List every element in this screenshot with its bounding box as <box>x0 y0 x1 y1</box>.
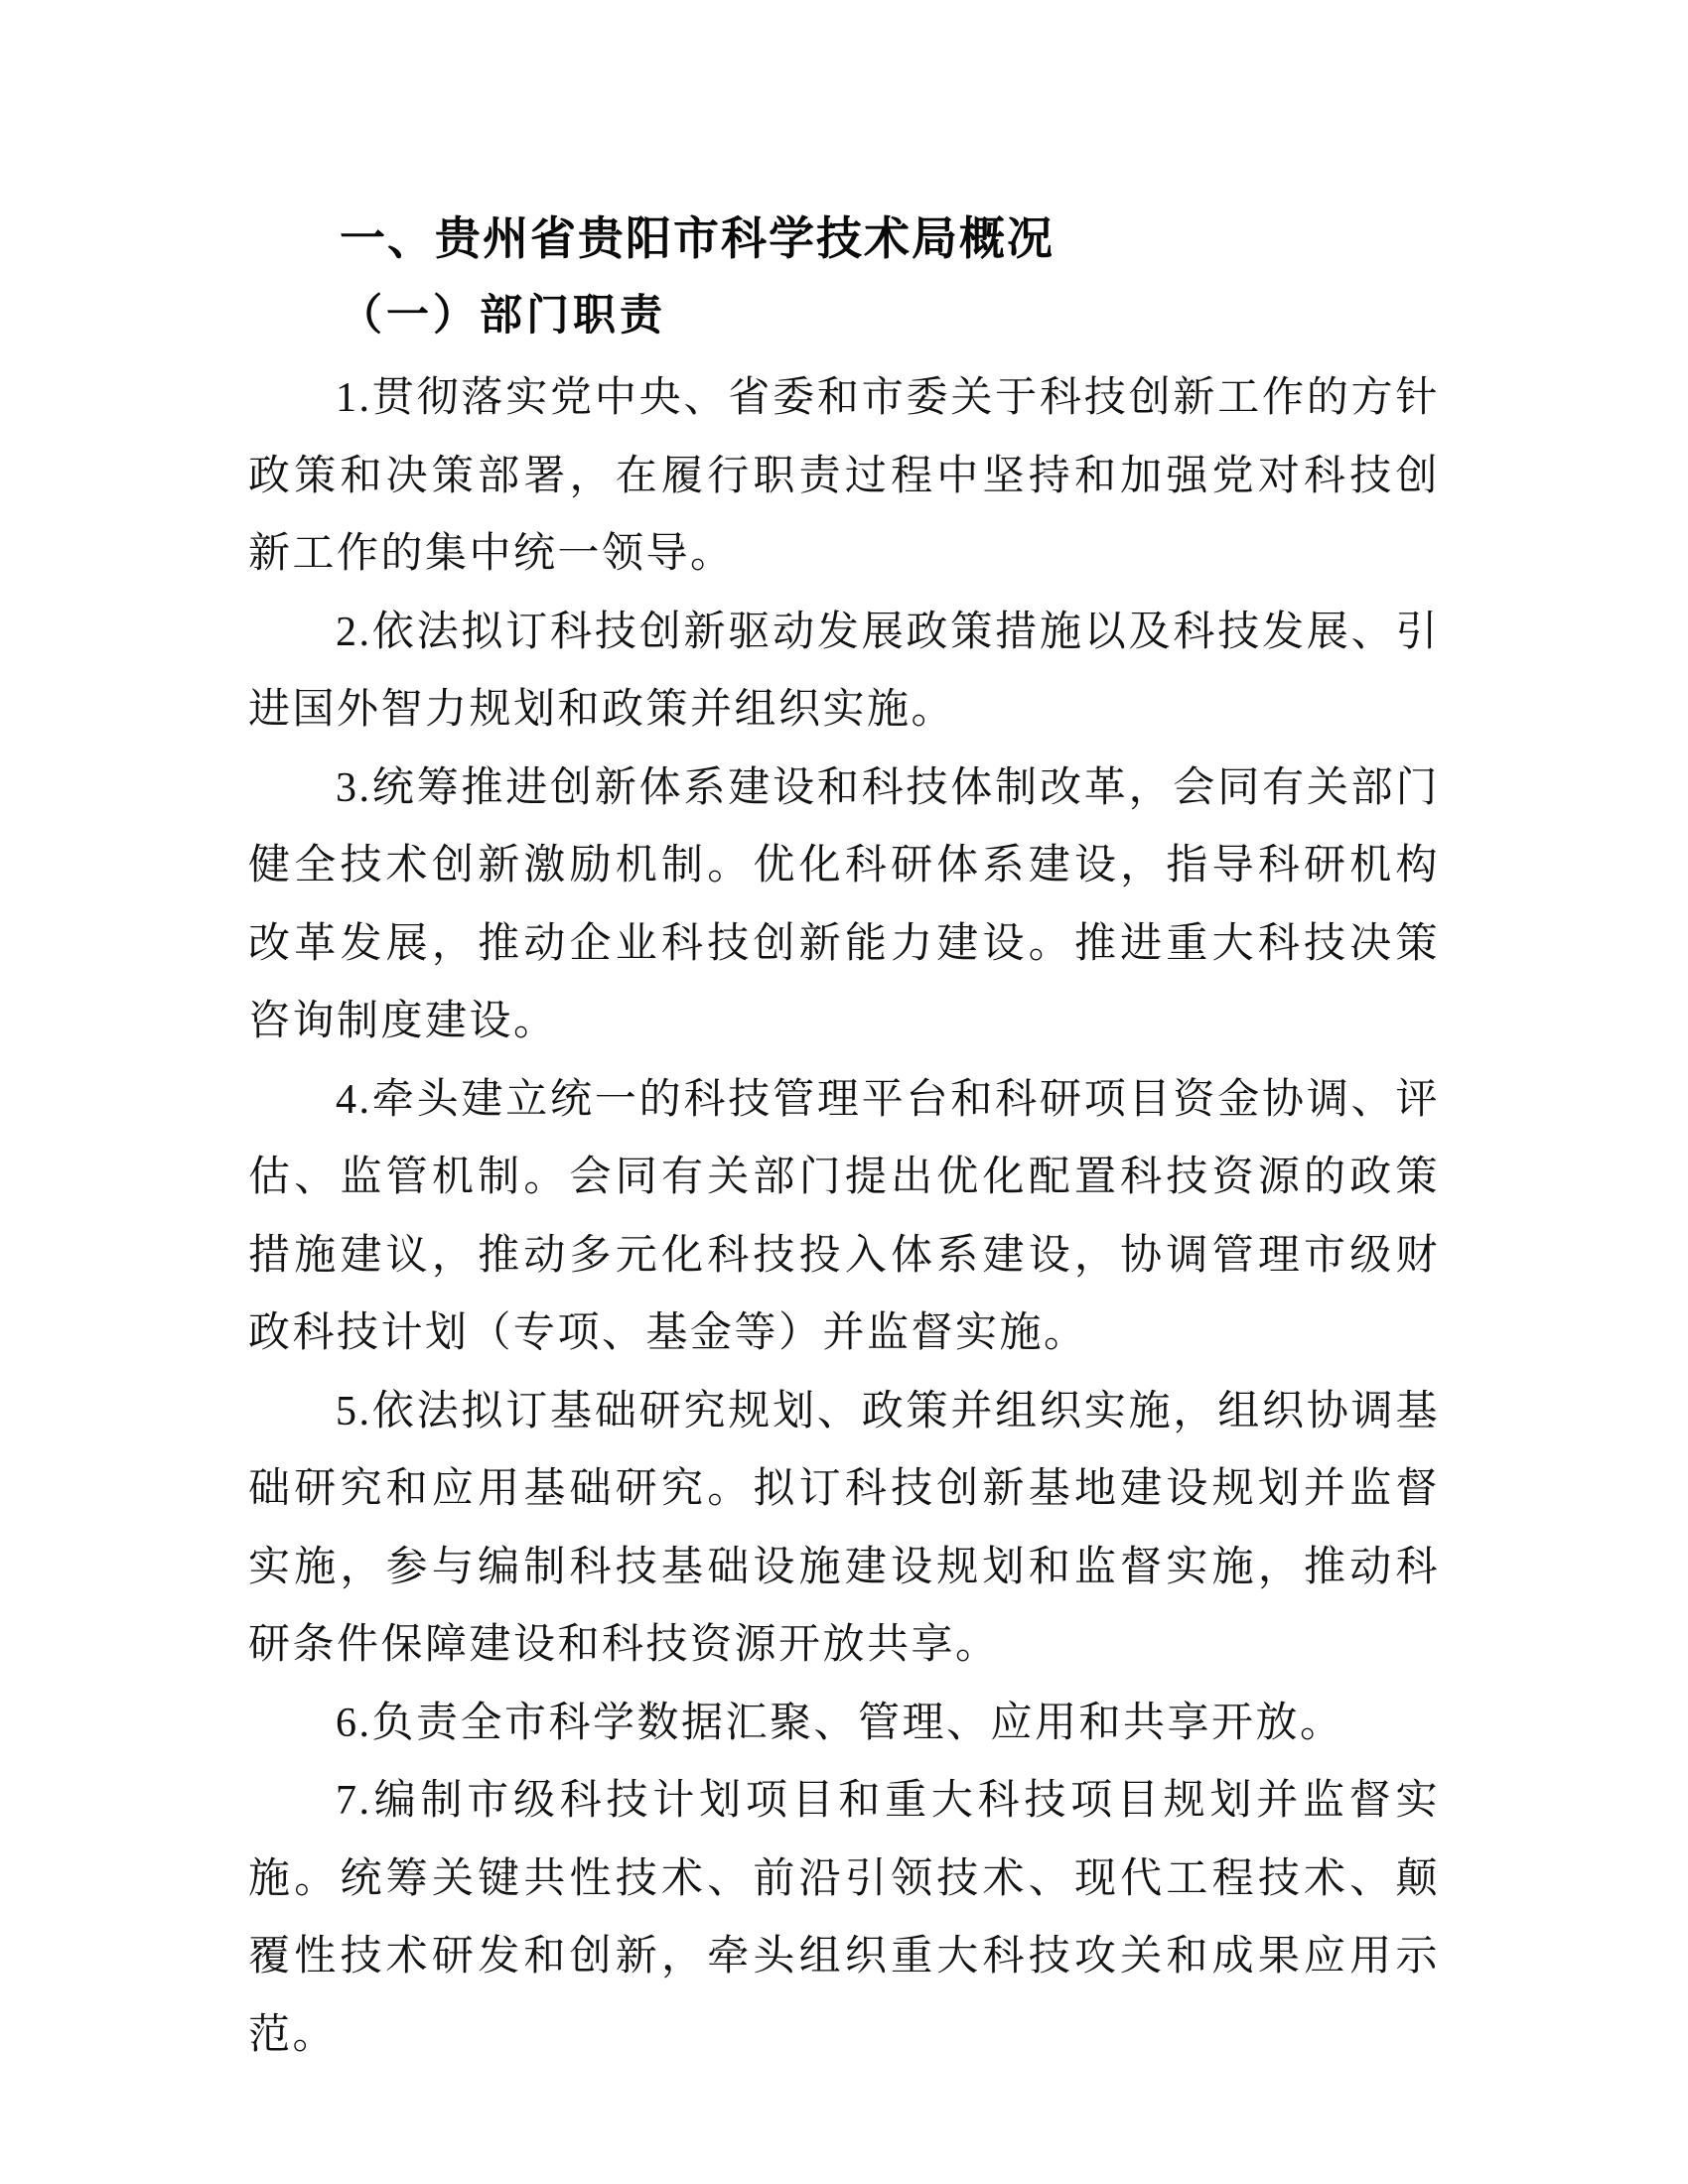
body-paragraph-6: 6.负责全市科学数据汇聚、管理、应用和共享开放。 <box>336 1700 1344 1746</box>
body-paragraph-2: 2.依法拟订科技创新驱动发展政策措施以及科技发展、引进国外智力规划和政策并组织实施。 <box>248 609 1440 733</box>
body-paragraph-7: 7.编制市级科技计划项目和重大科技项目规划并监督实施。统筹关键共性技术、前沿引领技术、现代工程技术、颠覆性技术研发和创新，牵头组织重大科技攻关和成果应用示范。 <box>248 1778 1440 2058</box>
body-paragraphs <box>248 359 1440 2074</box>
body-paragraph-1: 1.贯彻落实党中央、省委和市委关于科技创新工作的方针政策和决策部署，在履行职责过程中坚持和加强党对科技创新工作的集中统一领导。 <box>248 375 1440 577</box>
body-paragraph-4: 4.牵头建立统一的科技管理平台和科研项目资金协调、评估、监管机制。会同有关部门提出优化配置科技资源的政策措施建议，推动多元化科技投入体系建设，协调管理市级财政科技计划（专项、基金等）并监督实施。 <box>248 1076 1440 1356</box>
section-heading: 一、贵州省贵阳市科学技术局概况 <box>340 212 1055 264</box>
body-paragraph-3: 3.统筹推进创新体系建设和科技体制改革，会同有关部门健全技术创新激励机制。优化科研体系建设，指导科研机构改革发展，推动企业科技创新能力建设。推进重大科技决策咨询制度建设。 <box>248 764 1440 1044</box>
subsection-heading: （一）部门职责 <box>340 293 666 340</box>
body-paragraph-5: 5.依法拟订基础研究规划、政策并组织实施，组织协调基础研究和应用基础研究。拟订科技创新基地建设规划并监督实施，参与编制科技基础设施建设规划和监督实施，推动科研条件保障建设和科技资源开放共享。 <box>248 1388 1440 1668</box>
document-content <box>248 210 1440 2074</box>
